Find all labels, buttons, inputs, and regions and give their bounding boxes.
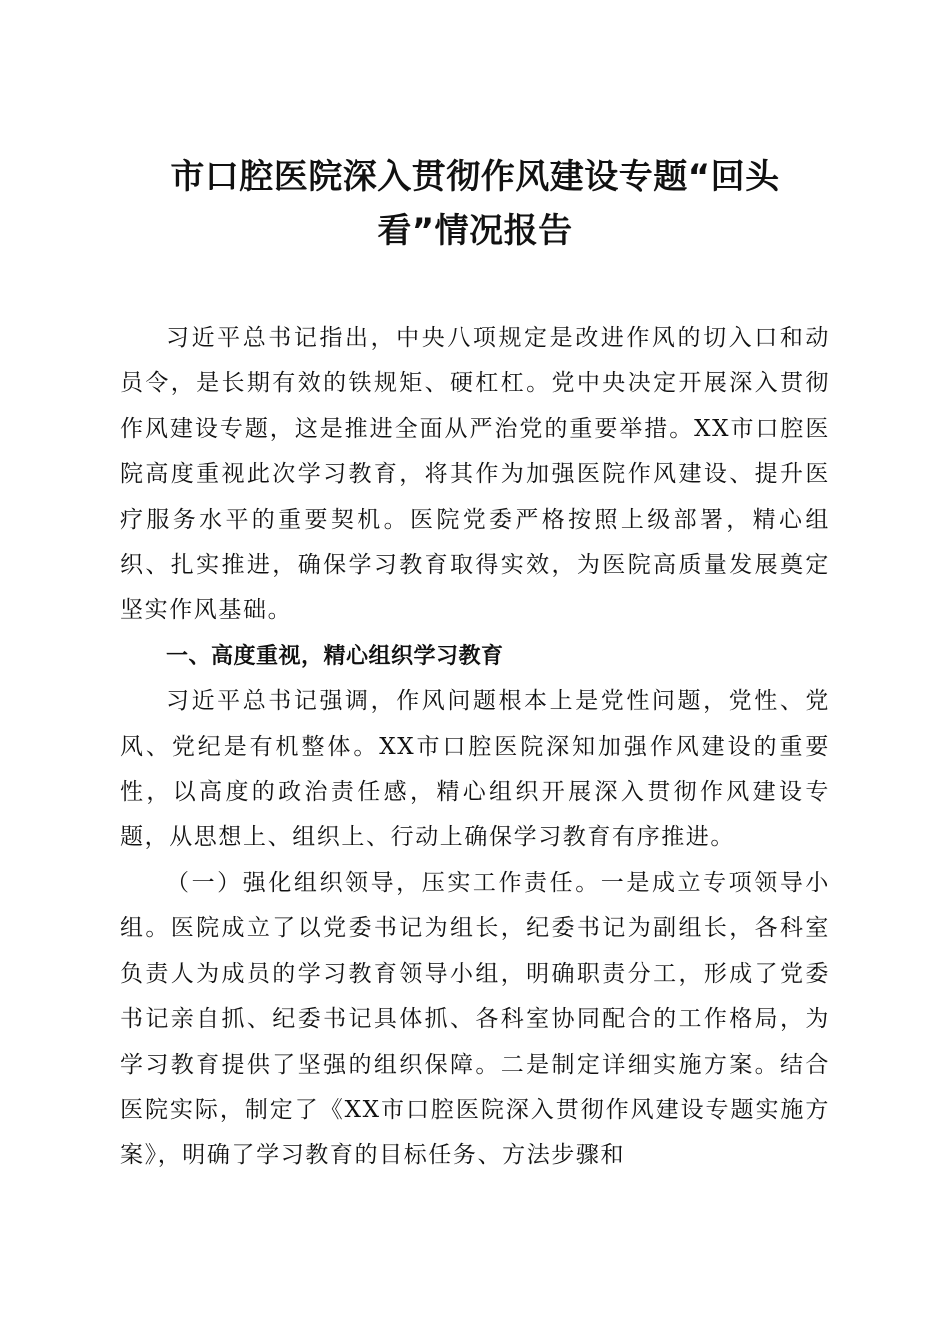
intro-paragraph: 习近平总书记指出，中央八项规定是改进作风的切入口和动员令，是长期有效的铁规矩、硬杠杠。党中央决定开展深入贯彻作风建设专题，这是推进全面从严治党的重要举措。XX市口腔医院高度重视此次学习教育，将其作为加强医院作风建设、提升医疗服务水平的重要契机。医院党委严格按照上级部署，精心组织、扎实推进，确保学习教育取得实效，为医院高质量发展奠定坚实作风基础。 bbox=[120, 325, 830, 624]
section-1-heading: 一、高度重视，精心组织学习教育 bbox=[166, 643, 504, 669]
title-line-1: 市口腔医院深入贯彻作风建设专题“回头 bbox=[170, 157, 780, 197]
section-1-paragraph: 习近平总书记强调，作风问题根本上是党性问题，党性、党风、党纪是有机整体。XX市口腔医院深知加强作风建设的重要性，以高度的政治责任感，精心组织开展深入贯彻作风建设专题，从思想上、组织上、行动上确保学习教育有序推进。 bbox=[120, 688, 830, 851]
title-line-2: 看”情况报告 bbox=[377, 211, 573, 251]
subsection-1-lead: （一）强化组织领导，压实工作责任。 bbox=[166, 869, 601, 896]
document-body bbox=[120, 316, 830, 1179]
subsection-1-body: 一是成立专项领导小组。医院成立了以党委书记为组长，纪委书记为副组长，各科室负责人为成员的学习教育领导小组，明确职责分工，形成了党委书记亲自抓、纪委书记具体抓、各科室协同配合的工作格局，为学习教育提供了坚强的组织保障。二是制定详细实施方案。结合医院实际，制定了《XX市口腔医院深入贯彻作风建设专题实施方案》，明确了学习教育的目标任务、方法步骤和 bbox=[120, 869, 831, 1169]
document-title bbox=[120, 150, 830, 258]
subsection-1-paragraph bbox=[120, 861, 830, 1179]
